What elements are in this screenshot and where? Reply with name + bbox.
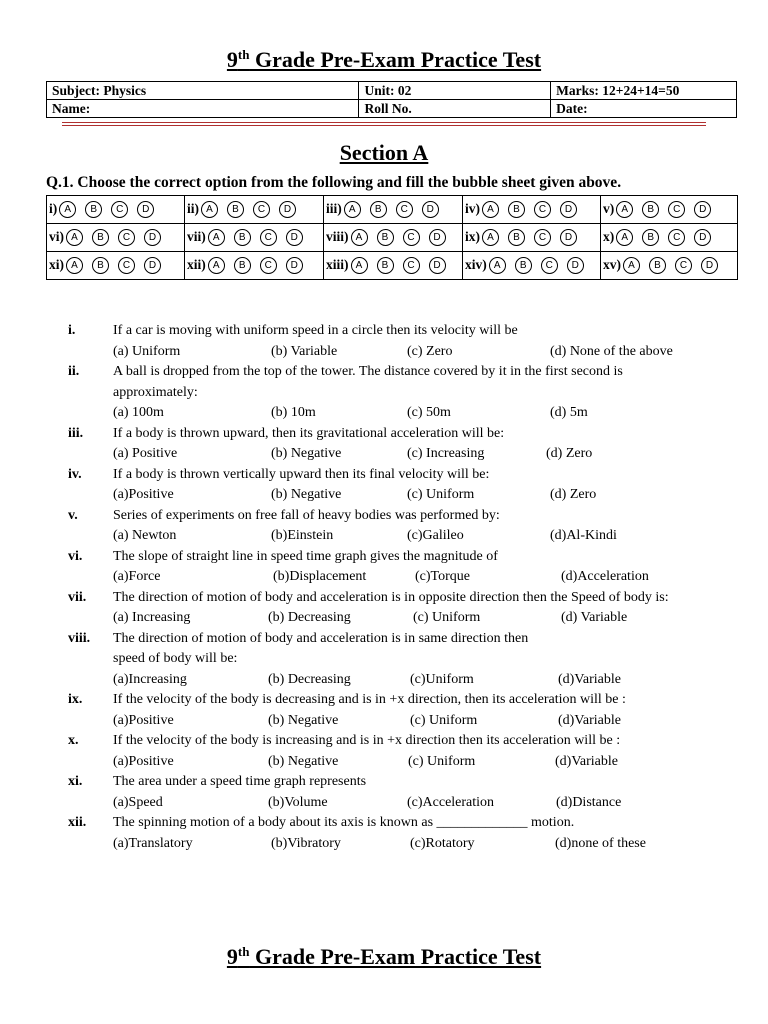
bubble-option-a[interactable]: A bbox=[208, 229, 225, 246]
question-text: If the velocity of the body is decreasing and is in +x direction, then its acceleration will be : bbox=[113, 692, 626, 707]
date-cell: Date: bbox=[551, 100, 737, 118]
bubble-option-a[interactable]: A bbox=[351, 257, 368, 274]
answer-option: (a)Force bbox=[113, 569, 161, 584]
bubble-option-d[interactable]: D bbox=[701, 257, 718, 274]
answer-option: (c) Uniform bbox=[407, 487, 475, 502]
answer-option: (b) Negative bbox=[268, 753, 339, 769]
answer-option: (a) Uniform bbox=[113, 343, 181, 359]
bubble-cell bbox=[324, 196, 463, 224]
answer-option: (b) Negative bbox=[271, 487, 342, 502]
bubble-row bbox=[47, 224, 738, 252]
question-number: x. bbox=[68, 733, 79, 748]
answer-option: (b) Decreasing bbox=[268, 610, 351, 625]
question-text: The slope of straight line in speed time graph gives the magnitude of bbox=[113, 548, 498, 564]
bubble-cell bbox=[47, 252, 185, 280]
answer-option: (c) Uniform bbox=[410, 712, 478, 728]
bubble-question-number: vii) bbox=[187, 228, 206, 244]
question-number: i. bbox=[68, 323, 76, 338]
title-text: Grade Pre-Exam Practice Test bbox=[249, 47, 542, 72]
answer-option: (a)Translatory bbox=[113, 835, 193, 851]
bubble-question-number: xv) bbox=[603, 256, 621, 272]
answer-option: (c)Galileo bbox=[407, 528, 464, 543]
answer-option: (a) Newton bbox=[113, 528, 177, 543]
bubble-question-number: v) bbox=[603, 200, 615, 216]
question-line bbox=[0, 813, 768, 834]
bubble-option-a[interactable]: A bbox=[623, 257, 640, 274]
bubble-option-c[interactable]: C bbox=[260, 257, 277, 274]
instruction-text: Q.1. Choose the correct option from the following and fill the bubble sheet given above. bbox=[46, 174, 622, 191]
question-text: Series of experiments on free fall of heavy bodies was performed by: bbox=[113, 507, 500, 523]
question-text: The direction of motion of body and acceleration is in same direction then bbox=[113, 630, 529, 646]
question-number: ii. bbox=[68, 364, 80, 379]
bubble-cell bbox=[185, 196, 324, 224]
question-number: vi. bbox=[68, 548, 83, 564]
bubble-option-a[interactable]: A bbox=[208, 257, 225, 274]
bubble-option-c[interactable]: C bbox=[111, 201, 128, 218]
bubble-question-number: vi) bbox=[49, 228, 64, 244]
bubble-option-b[interactable]: B bbox=[377, 229, 394, 246]
answer-option: (a)Positive bbox=[113, 487, 174, 502]
answer-option: (d) Variable bbox=[561, 610, 628, 625]
question-text: If a body is thrown vertically upward then its final velocity will be: bbox=[113, 466, 490, 482]
bubble-option-d[interactable]: D bbox=[560, 201, 577, 218]
bubble-option-a[interactable]: A bbox=[66, 257, 83, 274]
bubble-option-a[interactable]: A bbox=[201, 201, 218, 218]
bubble-cell bbox=[463, 224, 601, 252]
next-page-title bbox=[0, 944, 768, 970]
question-text: If a body is thrown upward, then its gravitational acceleration will be: bbox=[113, 425, 505, 441]
bubble-sheet bbox=[46, 195, 738, 280]
option-row bbox=[0, 608, 768, 629]
question-line bbox=[0, 362, 768, 383]
bubble-cell bbox=[185, 252, 324, 280]
answer-option: (b) Negative bbox=[268, 712, 339, 728]
bubble-option-d[interactable]: D bbox=[560, 229, 577, 246]
question-line bbox=[0, 424, 768, 445]
question-text: The direction of motion of body and acceleration is in opposite direction then the Speed of body is: bbox=[113, 589, 669, 605]
option-row bbox=[0, 793, 768, 814]
answer-option: (b)Vibratory bbox=[271, 835, 341, 851]
bubble-option-a[interactable]: A bbox=[616, 201, 633, 218]
answer-option: (a)Positive bbox=[113, 712, 174, 728]
question-text: A ball is dropped from the top of the tower. The distance covered by it in the first second is bbox=[113, 364, 623, 379]
question-text: The spinning motion of a body about its axis is known as _____________ motion. bbox=[113, 815, 575, 830]
answer-option: (c)Rotatory bbox=[410, 835, 475, 851]
bubble-cell bbox=[601, 224, 738, 252]
bubble-cell bbox=[324, 224, 463, 252]
answer-option: (b) Decreasing bbox=[268, 671, 351, 687]
option-row bbox=[0, 670, 768, 691]
bubble-option-b[interactable]: B bbox=[234, 229, 251, 246]
bubble-question-number: x) bbox=[603, 228, 615, 244]
bubble-cell bbox=[601, 196, 738, 224]
answer-option: (c)Uniform bbox=[410, 671, 474, 687]
bubble-option-d[interactable]: D bbox=[429, 257, 446, 274]
question-number: iv. bbox=[68, 466, 82, 482]
answer-option: (c)Acceleration bbox=[407, 794, 495, 810]
bubble-option-c[interactable]: C bbox=[118, 229, 135, 246]
answer-option: (b) Negative bbox=[271, 446, 342, 461]
divider-line-top bbox=[62, 122, 706, 123]
option-row bbox=[0, 403, 768, 424]
bubble-option-b[interactable]: B bbox=[234, 257, 251, 274]
question-line bbox=[0, 588, 768, 609]
bubble-option-c[interactable]: C bbox=[403, 229, 420, 246]
question-number: xi. bbox=[68, 774, 83, 789]
option-row bbox=[0, 711, 768, 732]
bubble-option-b[interactable]: B bbox=[377, 257, 394, 274]
bubble-option-b[interactable]: B bbox=[515, 257, 532, 274]
answer-option: (d) None of the above bbox=[550, 343, 673, 359]
bubble-option-c[interactable]: C bbox=[260, 229, 277, 246]
answer-option: (d)Variable bbox=[558, 671, 621, 687]
question-list bbox=[0, 321, 768, 854]
question-line bbox=[0, 383, 768, 404]
bubble-question-number: ix) bbox=[465, 228, 480, 244]
bubble-option-b[interactable]: B bbox=[508, 229, 525, 246]
option-row bbox=[0, 834, 768, 855]
bubble-option-c[interactable]: C bbox=[668, 201, 685, 218]
bubble-option-c[interactable]: C bbox=[668, 229, 685, 246]
bubble-question-number: i) bbox=[49, 200, 58, 216]
bubble-option-d[interactable]: D bbox=[694, 229, 711, 246]
answer-option: (d)Variable bbox=[555, 753, 618, 769]
answer-option: (c) 50m bbox=[407, 405, 451, 420]
bubble-option-d[interactable]: D bbox=[137, 201, 154, 218]
bubble-option-c[interactable]: C bbox=[534, 201, 551, 218]
answer-option: (d)Variable bbox=[558, 712, 621, 728]
question-text: The area under a speed time graph represents bbox=[113, 774, 367, 789]
answer-option: (a) Increasing bbox=[113, 610, 191, 625]
bubble-option-d[interactable]: D bbox=[286, 229, 303, 246]
bubble-option-a[interactable]: A bbox=[616, 229, 633, 246]
question-line bbox=[0, 649, 768, 670]
section-title: Section A bbox=[339, 140, 429, 165]
bubble-option-a[interactable]: A bbox=[489, 257, 506, 274]
bubble-option-c[interactable]: C bbox=[253, 201, 270, 218]
option-row bbox=[0, 752, 768, 773]
bubble-question-number: viii) bbox=[326, 228, 349, 244]
answer-option: (b) 10m bbox=[271, 405, 316, 420]
bubble-option-d[interactable]: D bbox=[422, 201, 439, 218]
option-row bbox=[0, 567, 768, 588]
bubble-option-b[interactable]: B bbox=[649, 257, 666, 274]
question-line bbox=[0, 731, 768, 752]
name-cell: Name: bbox=[47, 100, 359, 118]
answer-option: (b)Displacement bbox=[273, 569, 367, 584]
bubble-option-c[interactable]: C bbox=[396, 201, 413, 218]
bubble-cell bbox=[601, 252, 738, 280]
grade-number: 9 bbox=[226, 47, 238, 72]
bubble-option-d[interactable]: D bbox=[144, 229, 161, 246]
bubble-option-a[interactable]: A bbox=[344, 201, 361, 218]
question-line bbox=[0, 321, 768, 342]
answer-option: (a) 100m bbox=[113, 405, 164, 420]
question-number: xii. bbox=[68, 815, 87, 830]
bubble-option-b[interactable]: B bbox=[92, 229, 109, 246]
question-text: speed of body will be: bbox=[113, 651, 238, 666]
bubble-option-b[interactable]: B bbox=[85, 201, 102, 218]
bubble-cell bbox=[47, 196, 185, 224]
option-row bbox=[0, 342, 768, 363]
answer-option: (a) Positive bbox=[113, 446, 178, 461]
question-line bbox=[0, 690, 768, 711]
grade-superscript: th bbox=[237, 47, 250, 62]
answer-option: (d) 5m bbox=[550, 405, 588, 420]
answer-option: (d)Al-Kindi bbox=[550, 528, 617, 543]
bubble-option-c[interactable]: C bbox=[534, 229, 551, 246]
bubble-row bbox=[47, 252, 738, 280]
answer-option: (b)Volume bbox=[268, 794, 328, 810]
bubble-question-number: xii) bbox=[187, 256, 206, 272]
bubble-cell bbox=[47, 224, 185, 252]
bubble-option-c[interactable]: C bbox=[118, 257, 135, 274]
question-number: iii. bbox=[68, 425, 84, 441]
answer-option: (d) Zero bbox=[546, 446, 593, 461]
question-text: approximately: bbox=[113, 384, 198, 400]
bubble-cell bbox=[324, 252, 463, 280]
bubble-option-d[interactable]: D bbox=[144, 257, 161, 274]
bubble-option-d[interactable]: D bbox=[567, 257, 584, 274]
question-number: viii. bbox=[68, 630, 91, 646]
bubble-option-b[interactable]: B bbox=[508, 201, 525, 218]
question-line bbox=[0, 629, 768, 650]
bubble-row bbox=[47, 196, 738, 224]
unit-cell: Unit: 02 bbox=[359, 82, 551, 100]
question-line bbox=[0, 506, 768, 527]
bubble-option-c[interactable]: C bbox=[675, 257, 692, 274]
option-row bbox=[0, 485, 768, 506]
answer-option: (c) Increasing bbox=[407, 446, 485, 461]
bubble-cell bbox=[463, 252, 601, 280]
bubble-option-c[interactable]: C bbox=[403, 257, 420, 274]
answer-option: (d) Zero bbox=[550, 487, 597, 502]
bubble-option-d[interactable]: D bbox=[279, 201, 296, 218]
bubble-option-a[interactable]: A bbox=[59, 201, 76, 218]
bubble-option-b[interactable]: B bbox=[642, 229, 659, 246]
title-text: Grade Pre-Exam Practice Test bbox=[249, 944, 542, 969]
bubble-question-number: iii) bbox=[326, 200, 342, 216]
bubble-question-number: iv) bbox=[465, 200, 480, 216]
bubble-option-d[interactable]: D bbox=[429, 229, 446, 246]
question-line bbox=[0, 547, 768, 568]
bubble-cell bbox=[185, 224, 324, 252]
question-text: If the velocity of the body is increasing and is in +x direction then its acceleration will be : bbox=[113, 733, 621, 748]
question-number: v. bbox=[68, 507, 78, 523]
question-number: vii. bbox=[68, 589, 87, 605]
subject-cell: Subject: Physics bbox=[47, 82, 359, 100]
answer-option: (b) Variable bbox=[271, 343, 338, 359]
answer-option: (d)Distance bbox=[556, 794, 622, 810]
answer-option: (d)none of these bbox=[555, 835, 646, 851]
option-row bbox=[0, 526, 768, 547]
answer-option: (b)Einstein bbox=[271, 528, 334, 543]
answer-option: (c) Uniform bbox=[408, 753, 476, 769]
answer-option: (d)Acceleration bbox=[561, 569, 649, 584]
student-info-table bbox=[46, 81, 737, 118]
option-row bbox=[0, 444, 768, 465]
answer-option: (c) Uniform bbox=[413, 610, 481, 625]
grade-number: 9 bbox=[226, 944, 238, 969]
divider-line-bottom bbox=[62, 125, 706, 126]
bubble-option-a[interactable]: A bbox=[351, 229, 368, 246]
bubble-question-number: xiii) bbox=[326, 256, 349, 272]
bubble-cell bbox=[463, 196, 601, 224]
page-title bbox=[0, 47, 768, 73]
question-text: If a car is moving with uniform speed in a circle then its velocity will be bbox=[113, 323, 518, 338]
bubble-option-a[interactable]: A bbox=[66, 229, 83, 246]
bubble-option-a[interactable]: A bbox=[482, 201, 499, 218]
bubble-question-number: xiv) bbox=[465, 256, 487, 272]
answer-option: (c) Zero bbox=[407, 343, 453, 359]
marks-cell: Marks: 12+24+14=50 bbox=[551, 82, 737, 100]
bubble-question-number: xi) bbox=[49, 256, 64, 272]
bubble-option-c[interactable]: C bbox=[541, 257, 558, 274]
bubble-option-d[interactable]: D bbox=[694, 201, 711, 218]
answer-option: (a)Increasing bbox=[113, 671, 187, 687]
question-number: ix. bbox=[68, 692, 83, 707]
question-line bbox=[0, 465, 768, 486]
bubble-question-number: ii) bbox=[187, 200, 199, 216]
answer-option: (a)Speed bbox=[113, 794, 163, 810]
bubble-option-b[interactable]: B bbox=[92, 257, 109, 274]
roll-cell: Roll No. bbox=[359, 100, 551, 118]
question-line bbox=[0, 772, 768, 793]
answer-option: (c)Torque bbox=[415, 569, 470, 584]
bubble-option-a[interactable]: A bbox=[482, 229, 499, 246]
grade-superscript: th bbox=[237, 944, 250, 959]
bubble-option-d[interactable]: D bbox=[286, 257, 303, 274]
bubble-option-b[interactable]: B bbox=[370, 201, 387, 218]
answer-option: (a)Positive bbox=[113, 753, 174, 769]
bubble-option-b[interactable]: B bbox=[227, 201, 244, 218]
bubble-option-b[interactable]: B bbox=[642, 201, 659, 218]
